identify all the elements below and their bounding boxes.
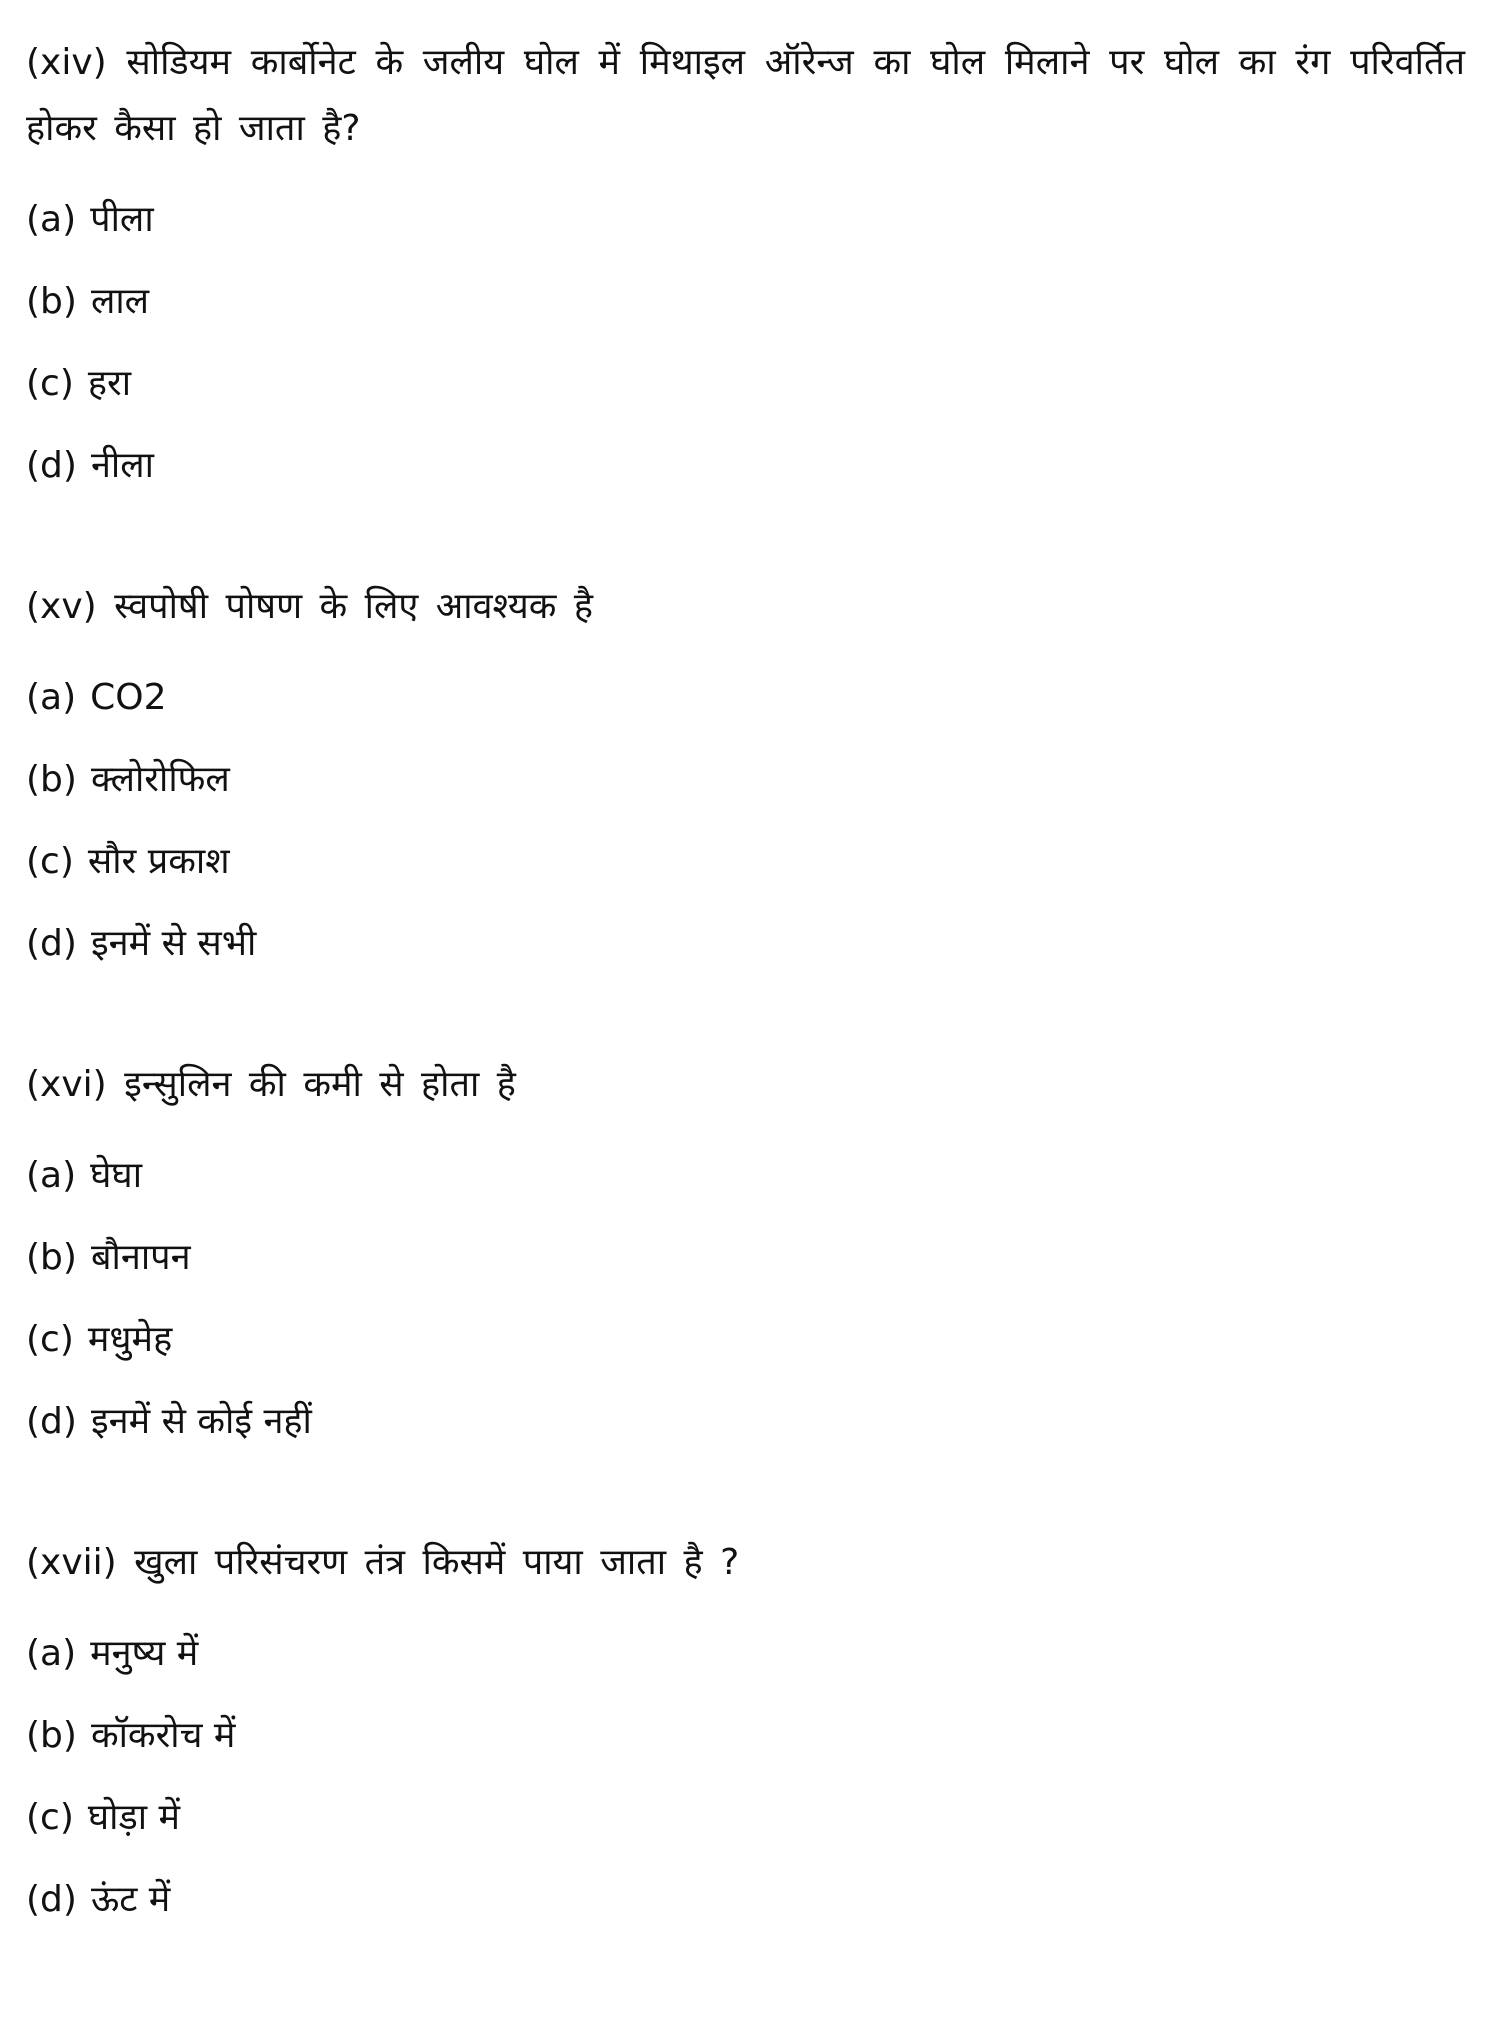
question-text: (xvi) इन्सुलिन की कमी से होता है (26, 1064, 516, 1105)
option-key: (a) (26, 1633, 77, 1674)
question-xiv (26, 30, 1465, 486)
option-d (26, 1880, 1465, 1920)
option-key: (a) (26, 1155, 77, 1196)
option-c (26, 842, 1465, 882)
option-c (26, 1320, 1465, 1360)
option-text: सौर प्रकाश (87, 841, 230, 882)
option-text: इनमें से सभी (90, 923, 257, 964)
option-text: घेघा (90, 1155, 143, 1196)
option-key: (d) (26, 445, 77, 486)
option-key: (d) (26, 1401, 77, 1442)
option-a (26, 200, 1465, 240)
question-xvi (26, 1052, 1465, 1442)
option-key: (a) (26, 677, 77, 718)
option-text: हरा (87, 363, 132, 404)
option-d (26, 446, 1465, 486)
option-b (26, 760, 1465, 800)
question-text: (xv) स्वपोषी पोषण के लिए आवश्यक है (26, 586, 593, 627)
option-key: (b) (26, 759, 77, 800)
option-d (26, 1402, 1465, 1442)
option-text: घोड़ा में (87, 1797, 181, 1838)
option-key: (c) (26, 363, 74, 404)
option-a (26, 1634, 1465, 1674)
option-c (26, 364, 1465, 404)
option-b (26, 1238, 1465, 1278)
option-d (26, 924, 1465, 964)
option-key: (d) (26, 1879, 77, 1920)
question-xv (26, 574, 1465, 964)
option-text: पीला (90, 199, 154, 240)
option-key: (c) (26, 841, 74, 882)
question-text: (xvii) खुला परिसंचरण तंत्र किसमें पाया जाता है ? (26, 1542, 740, 1583)
option-key: (d) (26, 923, 77, 964)
question-xvii (26, 1530, 1465, 1920)
option-a (26, 1156, 1465, 1196)
option-text: बौनापन (90, 1237, 191, 1278)
option-text: लाल (90, 281, 150, 322)
option-text: CO2 (90, 677, 167, 718)
question-text: (xiv) सोडियम कार्बोनेट के जलीय घोल में मिथाइल ऑरेन्ज का घोल मिलाने पर घोल का रंग परिवर्तित होकर कैसा हो जाता है? (26, 42, 1465, 149)
option-key: (b) (26, 1237, 77, 1278)
option-text: नीला (90, 445, 154, 486)
option-text: मनुष्य में (90, 1633, 199, 1674)
option-text: मधुमेह (87, 1319, 173, 1360)
option-key: (c) (26, 1319, 74, 1360)
option-key: (a) (26, 199, 77, 240)
option-b (26, 282, 1465, 322)
option-text: ऊंट में (90, 1879, 171, 1920)
option-key: (b) (26, 1715, 77, 1756)
option-b (26, 1716, 1465, 1756)
option-key: (c) (26, 1797, 74, 1838)
option-text: कॉकरोच में (90, 1715, 236, 1756)
option-text: इनमें से कोई नहीं (90, 1401, 312, 1442)
option-a (26, 678, 1465, 718)
option-key: (b) (26, 281, 77, 322)
option-c (26, 1798, 1465, 1838)
option-text: क्लोरोफिल (90, 759, 230, 800)
